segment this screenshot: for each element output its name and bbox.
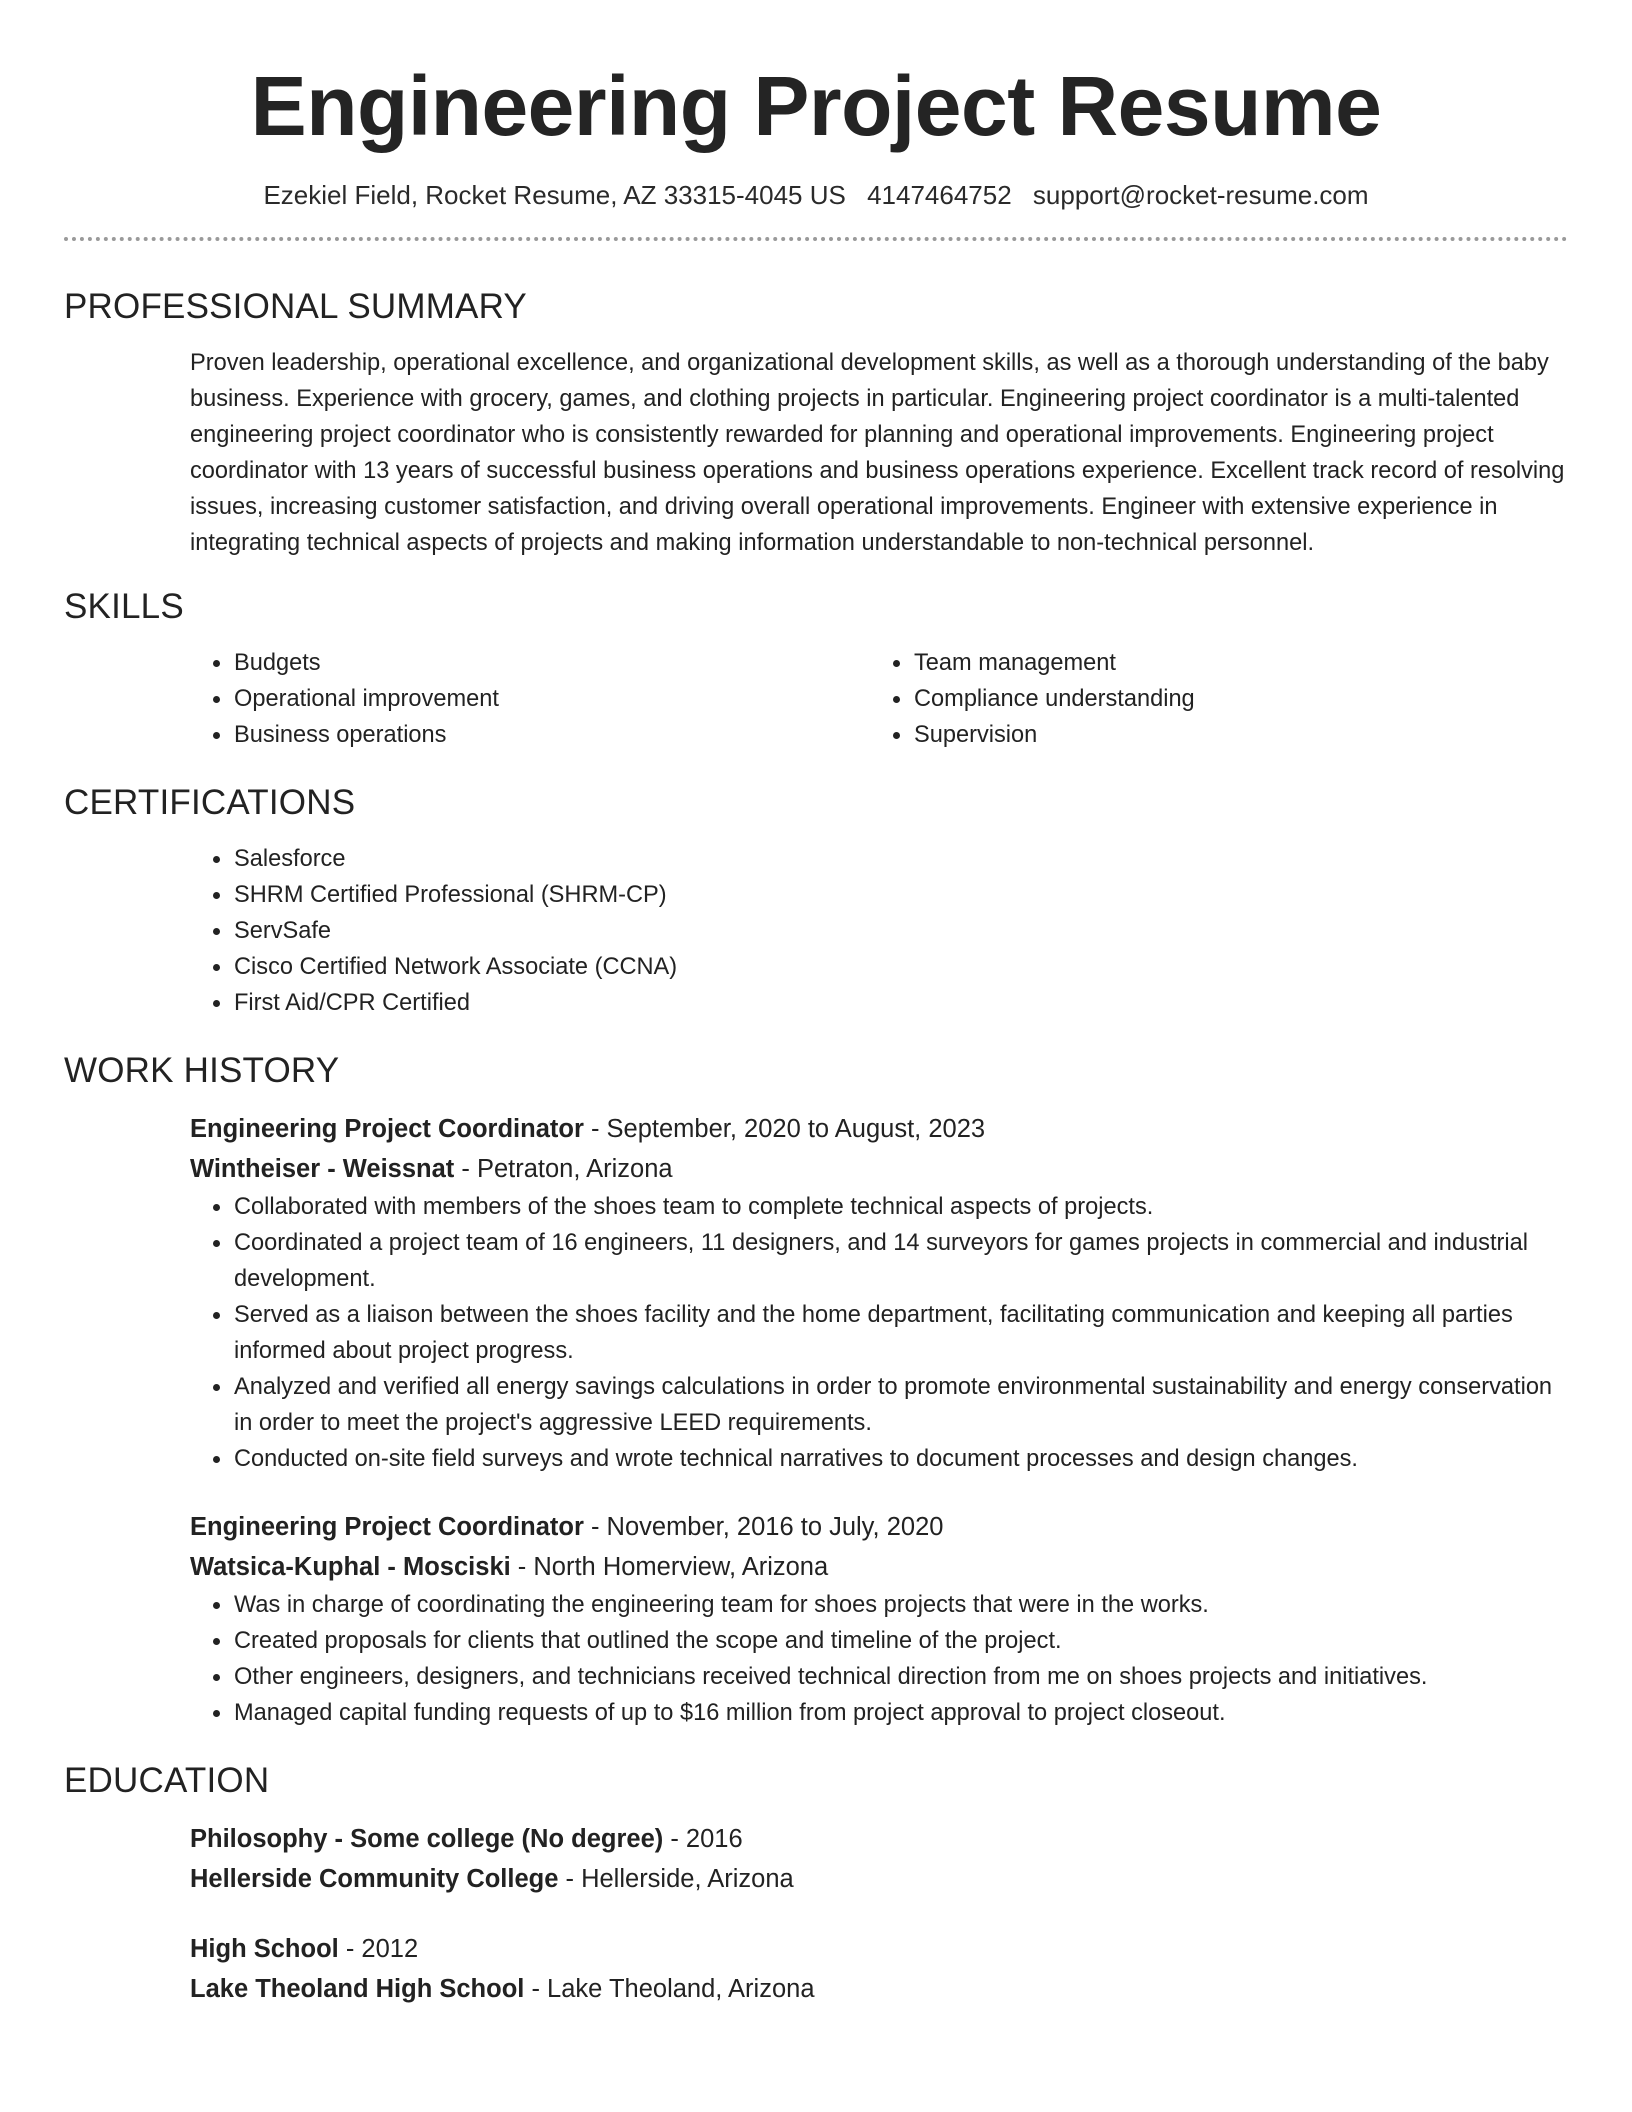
skill-item: • Operational improvement xyxy=(233,681,870,717)
summary-text: Proven leadership, operational excellence, and organizational development skills, as well as a thorough understanding of the baby business. Experience with grocery, games, and clothing projects in particular. Engineering project coordinator is a multi-talented engineering project coordinator who is consistently rewarded for planning and operational improvements. Engineering project coordinator with 13 years of successful business operations and business operations experience. Excellent track record of resolving issues, increasing customer satisfaction, and driving overall operational improvements. Engineer with extensive experience in integrating technical aspects of projects and making information understandable to non-technical personnel. xyxy=(190,350,1565,556)
job-location: - Petraton, Arizona xyxy=(454,1155,673,1183)
certification-item: • ServSafe xyxy=(233,913,1568,949)
education-school-line xyxy=(190,1859,1568,1899)
education-year: - 2012 xyxy=(338,1935,419,1963)
education-school: Hellerside Community College xyxy=(190,1865,559,1893)
education-degree: Philosophy - Some college (No degree) xyxy=(190,1825,664,1853)
certification-item: • Cisco Certified Network Associate (CCNA) xyxy=(233,949,1568,985)
job-company-line xyxy=(190,1149,1568,1189)
job-entry xyxy=(190,1507,1568,1731)
contact-phone: 4147464752 xyxy=(867,180,1012,210)
education-heading: EDUCATION xyxy=(64,1761,270,1800)
skills-column-right xyxy=(870,645,1550,753)
education-location: - Hellerside, Arizona xyxy=(558,1865,794,1893)
header-divider xyxy=(64,237,1568,241)
skills-list xyxy=(190,645,1568,753)
education-entry xyxy=(190,1819,1568,1899)
certifications-list xyxy=(190,841,1568,1021)
education-degree-line xyxy=(190,1819,1568,1859)
job-bullets xyxy=(190,1587,1568,1731)
job-bullet: • Created proposals for clients that outlined the scope and timeline of the project. xyxy=(233,1623,1568,1659)
skill-item: • Business operations xyxy=(233,717,870,753)
job-location: - North Homerview, Arizona xyxy=(510,1553,829,1581)
job-bullet: • Other engineers, designers, and technicians received technical direction from me on shoes projects and initiatives. xyxy=(233,1659,1568,1695)
job-bullet: • Coordinated a project team of 16 engineers, 11 designers, and 14 surveyors for games projects in commercial and industrial development. xyxy=(233,1225,1568,1297)
education-school: Lake Theoland High School xyxy=(190,1975,525,2003)
skill-item: • Compliance understanding xyxy=(913,681,1550,717)
work-history-heading: WORK HISTORY xyxy=(64,1051,340,1090)
job-dates: - September, 2020 to August, 2023 xyxy=(583,1115,986,1143)
skill-item: • Team management xyxy=(913,645,1550,681)
job-bullet: • Managed capital funding requests of up to $16 million from project approval to project closeout. xyxy=(233,1695,1568,1731)
certification-item: • First Aid/CPR Certified xyxy=(233,985,1568,1021)
contact-email: support@rocket-resume.com xyxy=(1032,180,1369,210)
job-bullet: • Conducted on-site field surveys and wrote technical narratives to document processes and design changes. xyxy=(233,1441,1568,1477)
job-company-line xyxy=(190,1547,1568,1587)
contact-address: Ezekiel Field, Rocket Resume, AZ 33315-4045 US xyxy=(263,180,846,210)
education-school-line xyxy=(190,1969,1568,2009)
education-degree-line xyxy=(190,1929,1568,1969)
resume-page xyxy=(64,0,1568,2009)
summary-heading: PROFESSIONAL SUMMARY xyxy=(64,287,527,326)
education-degree: High School xyxy=(190,1935,339,1963)
certification-item: • Salesforce xyxy=(233,841,1568,877)
skills-column-left xyxy=(190,645,870,753)
certification-item: • SHRM Certified Professional (SHRM-CP) xyxy=(233,877,1568,913)
job-entry xyxy=(190,1109,1568,1477)
education-entry xyxy=(190,1929,1568,2009)
page-title: Engineering Project Resume xyxy=(250,59,1382,153)
job-company: Wintheiser - Weissnat xyxy=(190,1155,455,1183)
job-bullet: • Collaborated with members of the shoes team to complete technical aspects of projects. xyxy=(233,1189,1568,1225)
certifications-heading: CERTIFICATIONS xyxy=(64,783,356,822)
skill-item: • Supervision xyxy=(913,717,1550,753)
job-bullet: • Was in charge of coordinating the engineering team for shoes projects that were in the works. xyxy=(233,1587,1568,1623)
job-title: Engineering Project Coordinator xyxy=(190,1115,584,1143)
job-title: Engineering Project Coordinator xyxy=(190,1513,584,1541)
education-year: - 2016 xyxy=(663,1825,743,1853)
job-title-line xyxy=(190,1109,1568,1149)
job-company: Watsica-Kuphal - Mosciski xyxy=(190,1553,511,1581)
job-title-line xyxy=(190,1507,1568,1547)
job-bullets xyxy=(190,1189,1568,1477)
contact-line xyxy=(64,179,1568,211)
education-location: - Lake Theoland, Arizona xyxy=(524,1975,815,2003)
job-bullet: • Served as a liaison between the shoes facility and the home department, facilitating communication and keeping all parties informed about project progress. xyxy=(233,1297,1568,1369)
job-bullet: • Analyzed and verified all energy savings calculations in order to promote environmental sustainability and energy conservation in order to meet the project's aggressive LEED requirements. xyxy=(233,1369,1568,1441)
job-dates: - November, 2016 to July, 2020 xyxy=(583,1513,944,1541)
skills-heading: SKILLS xyxy=(64,587,184,626)
skill-item: • Budgets xyxy=(233,645,870,681)
